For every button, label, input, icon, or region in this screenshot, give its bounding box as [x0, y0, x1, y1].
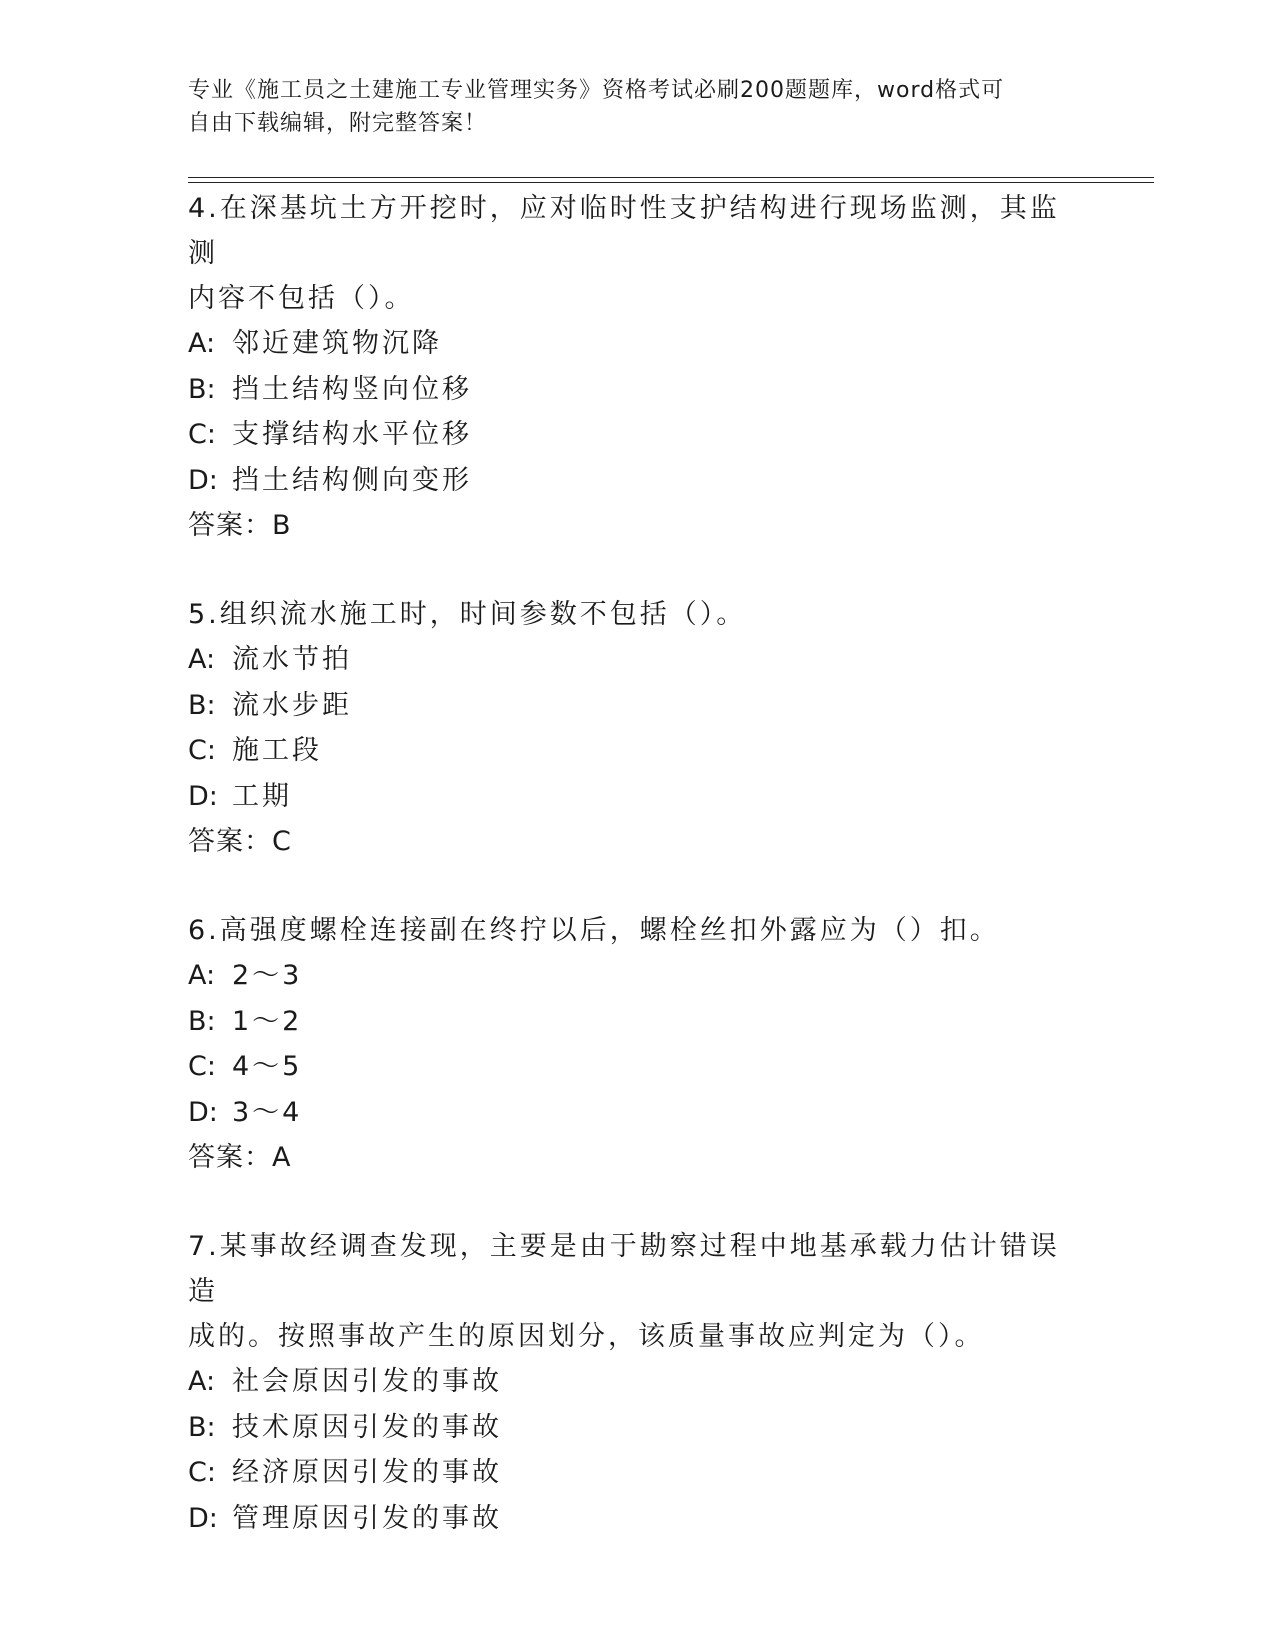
option-key: C:: [188, 419, 216, 450]
question-spacer: [188, 864, 1088, 908]
answer-line: 答案：A: [188, 1142, 292, 1173]
option-b: [188, 367, 1088, 413]
option-text: 管理原因引发的事故: [232, 1502, 502, 1534]
option-a: [188, 1359, 1088, 1405]
header-line-2: 自由下载编辑，附完整答案！: [188, 111, 488, 136]
option-key: C:: [188, 1051, 216, 1082]
option-text: 挡土结构竖向位移: [232, 373, 472, 405]
option-c: [188, 1450, 1088, 1496]
option-text: 社会原因引发的事故: [232, 1366, 502, 1397]
option-key: B:: [188, 689, 216, 721]
document-header: [188, 74, 1068, 140]
question-stem-line: 4.在深基坑土方开挖时，应对临时性支护结构进行现场监测，其监测: [188, 193, 1060, 269]
option-b: [188, 1405, 1088, 1451]
option-key: A:: [188, 328, 216, 359]
option-c: [188, 728, 1088, 774]
option-a: [188, 321, 1088, 367]
option-key: C:: [188, 1457, 216, 1488]
option-d: [188, 1090, 1088, 1136]
option-d: [188, 1496, 1088, 1542]
question-list: [188, 186, 1088, 1541]
option-key: C:: [188, 735, 216, 766]
option-key: A:: [188, 644, 216, 675]
question-stem-line: 7.某事故经调查发现，主要是由于勘察过程中地基承载力估计错误造: [188, 1231, 1060, 1307]
question-spacer: [188, 548, 1088, 592]
question-stem-line: 6.高强度螺栓连接副在终拧以后，螺栓丝扣外露应为（）扣。: [188, 915, 1000, 946]
option-c: [188, 1044, 1088, 1090]
option-a: [188, 953, 1088, 999]
answer-line: 答案：B: [188, 510, 292, 541]
option-b: [188, 999, 1088, 1045]
option-text: 邻近建筑物沉降: [232, 328, 442, 359]
option-text: 工期: [232, 780, 292, 812]
header-divider-bottom: [188, 182, 1154, 183]
option-text: 3～4: [232, 1096, 303, 1128]
answer-line: 答案：C: [188, 826, 292, 857]
option-text: 技术原因引发的事故: [232, 1411, 502, 1443]
option-text: 4～5: [232, 1051, 303, 1082]
option-key: B:: [188, 1005, 216, 1037]
question-5: [188, 592, 1088, 864]
option-key: D:: [188, 1502, 218, 1534]
option-text: 经济原因引发的事故: [232, 1457, 502, 1488]
header-divider-top: [188, 177, 1154, 178]
question-stem-line: 成的。按照事故产生的原因划分，该质量事故应判定为（）。: [188, 1321, 985, 1352]
option-key: A:: [188, 1366, 216, 1397]
question-4: [188, 186, 1088, 548]
option-b: [188, 683, 1088, 729]
option-key: D:: [188, 780, 218, 812]
question-spacer: [188, 1180, 1088, 1224]
question-stem-line: 内容不包括（）。: [188, 283, 415, 314]
option-text: 1～2: [232, 1005, 303, 1037]
question-7: [188, 1224, 1088, 1541]
option-key: D:: [188, 464, 218, 496]
option-key: D:: [188, 1096, 218, 1128]
option-d: [188, 774, 1088, 820]
option-key: B:: [188, 1411, 216, 1443]
option-text: 2～3: [232, 960, 303, 991]
question-6: [188, 908, 1088, 1180]
option-text: 挡土结构侧向变形: [232, 464, 472, 496]
header-line-1: 专业《施工员之土建施工专业管理实务》资格考试必刷200题题库，word格式可: [188, 78, 1005, 103]
option-text: 支撑结构水平位移: [232, 419, 472, 450]
option-a: [188, 637, 1088, 683]
option-key: A:: [188, 960, 216, 991]
option-text: 流水步距: [232, 689, 352, 721]
option-text: 流水节拍: [232, 644, 352, 675]
option-key: B:: [188, 373, 216, 405]
question-stem-line: 5.组织流水施工时，时间参数不包括（）。: [188, 599, 747, 630]
option-text: 施工段: [232, 735, 322, 766]
option-d: [188, 458, 1088, 504]
option-c: [188, 412, 1088, 458]
